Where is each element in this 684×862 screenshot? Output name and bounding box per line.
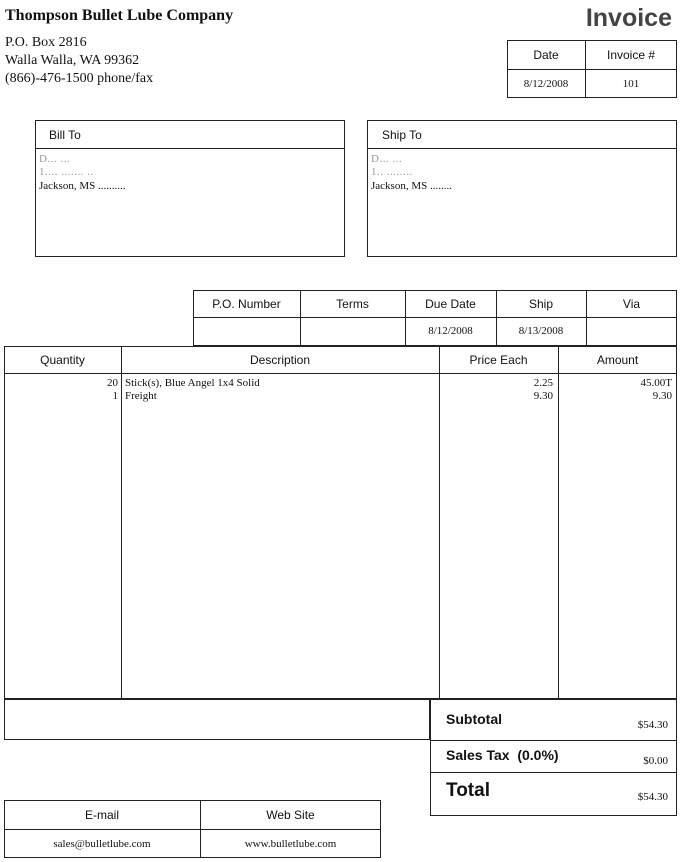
- invoice-date-value: 8/12/2008: [523, 78, 569, 90]
- company-address-line2: Walla Walla, WA 99362: [5, 53, 140, 68]
- sales-tax-value: $0.00: [643, 755, 668, 767]
- ship-to-name: D... ...: [371, 153, 403, 165]
- ship-to-label: Ship To: [382, 128, 422, 142]
- ship-header: Ship: [528, 297, 554, 311]
- terms-header: Terms: [336, 297, 369, 311]
- item-2-quantity: 1: [112, 390, 118, 402]
- item-1-quantity: 20: [107, 377, 118, 389]
- sales-tax-label: Sales Tax (0.0%): [446, 747, 559, 763]
- total-value: $54.30: [637, 791, 668, 803]
- item-1-description: Stick(s), Blue Angel 1x4 Solid: [125, 377, 260, 389]
- bill-to-label: Bill To: [49, 128, 81, 142]
- bill-to-street: 1.... ....... ..: [39, 166, 94, 178]
- notes-box: [4, 699, 430, 740]
- company-name: Thompson Bullet Lube Company: [5, 7, 234, 24]
- item-2-price: 9.30: [533, 390, 553, 402]
- po-number-header: P.O. Number: [212, 297, 281, 311]
- price-each-header: Price Each: [469, 353, 528, 367]
- invoice-number-header: Invoice #: [606, 48, 656, 62]
- amount-header: Amount: [596, 353, 639, 367]
- date-header: Date: [533, 48, 559, 62]
- email-value[interactable]: sales@bulletlube.com: [53, 838, 151, 850]
- quantity-header: Quantity: [40, 353, 85, 367]
- item-2-description: Freight: [125, 390, 157, 402]
- ship-to-city: Jackson, MS ........: [371, 180, 452, 192]
- company-phone: (866)-476-1500 phone/fax: [5, 71, 154, 86]
- email-header: E-mail: [84, 808, 119, 822]
- website-header: Web Site: [266, 808, 315, 822]
- document-title: Invoice: [585, 4, 672, 32]
- due-date-value: 8/12/2008: [428, 325, 473, 337]
- item-1-price: 2.25: [533, 377, 553, 389]
- item-2-amount: 9.30: [652, 390, 672, 402]
- description-header: Description: [249, 353, 311, 367]
- company-address-line1: P.O. Box 2816: [5, 35, 87, 50]
- website-value[interactable]: www.bulletlube.com: [244, 838, 337, 850]
- bill-to-city: Jackson, MS ..........: [39, 180, 126, 192]
- due-date-header: Due Date: [425, 297, 476, 311]
- ship-date-value: 8/13/2008: [518, 325, 564, 337]
- total-label: Total: [446, 780, 490, 801]
- bill-to-name: D... ...: [39, 153, 71, 165]
- subtotal-value: $54.30: [637, 719, 668, 731]
- subtotal-label: Subtotal: [446, 711, 502, 727]
- invoice-number-value: 101: [622, 78, 640, 90]
- item-1-amount: 45.00T: [640, 377, 672, 389]
- ship-to-street: 1.. ........: [371, 166, 413, 178]
- via-header: Via: [622, 297, 641, 311]
